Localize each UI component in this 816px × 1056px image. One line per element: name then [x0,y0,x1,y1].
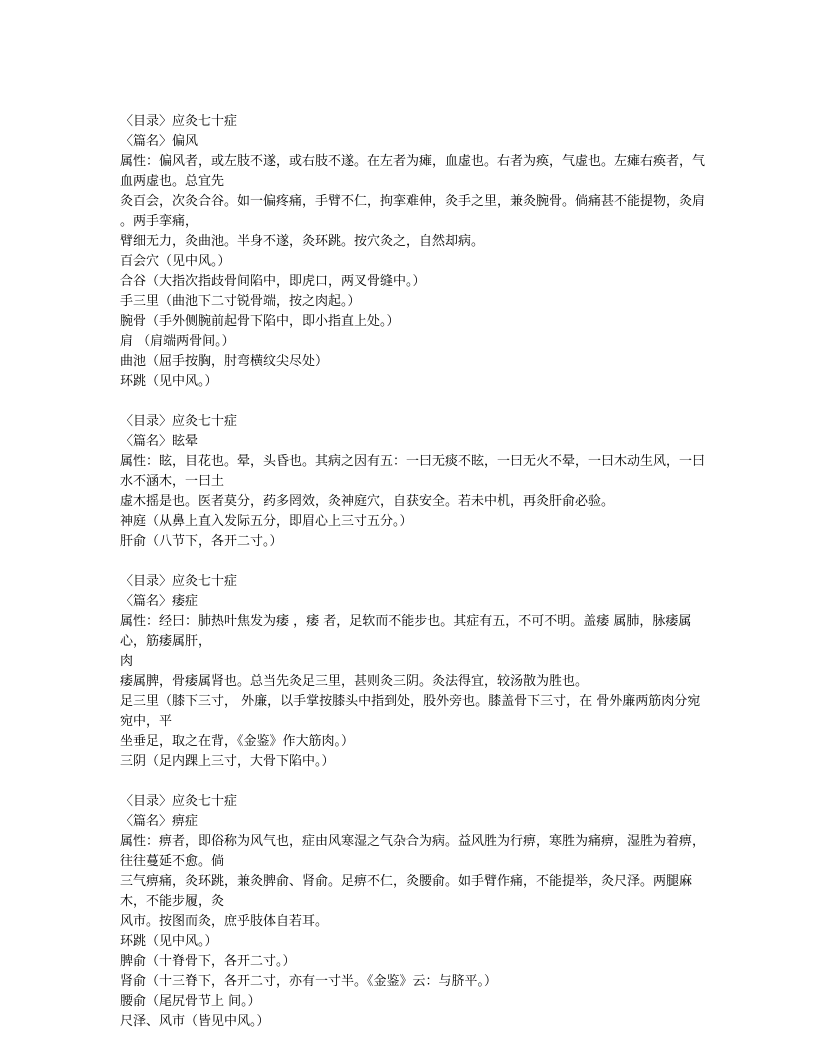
chapter-title: 〈篇名〉眩晕 [120,434,199,449]
section-weizheng [120,572,710,772]
attribute-text: 臂细无力，灸曲池。半身不遂，灸环跳。按穴灸之，自然却病。 [120,234,485,249]
acupoint-entry: 神庭（从鼻上直入发际五分，即眉心上三寸五分。） [120,514,413,529]
chapter-title: 〈篇名〉痹症 [120,814,199,829]
acupoint-entry: 合谷（大指次指歧骨间陷中，即虎口，两叉骨缝中。） [120,274,426,289]
attribute-text: 灸百会，次灸合谷。如一偏疼痛，手臂不仁，拘挛难伸，灸手之里，兼灸腕骨。倘痛甚不能提物，灸肩 。两手挛痛， [120,194,706,229]
acupoint-entry: 肩 （肩端两骨间。） [120,334,235,349]
catalog-heading: 〈目录〉应灸七十症 [120,114,238,129]
acupoint-entry: 环跳（见中风。） [120,934,218,949]
chapter-title: 〈篇名〉偏风 [120,134,199,149]
acupoint-entry: 尺泽、风市（皆见中风。） [120,1014,270,1029]
attribute-text: 属性：眩，目花也。晕，头昏也。其病之因有五：一曰无痰不眩，一曰无火不晕，一曰木动生风，一曰水不涵木，一曰土 [120,454,706,489]
attribute-text: 属性：偏风者，或左肢不遂，或右肢不遂。在左者为瘫，血虚也。右者为痪，气虚也。左瘫右痪者，气血两虚也。总宜先 [120,154,706,189]
attribute-text: 属性：经曰：肺热叶焦发为痿 ，痿 者，足软而不能步也。其症有五，不可不明。盖痿 属肺，脉痿属心，筋痿属肝， [120,614,692,649]
catalog-heading: 〈目录〉应灸七十症 [120,794,238,809]
section-pianfeng [120,112,710,392]
attribute-text: 痿属脾，骨痿属肾也。总当先灸足三里，甚则灸三阴。灸法得宜，较汤散为胜也。 [120,674,589,689]
catalog-heading: 〈目录〉应灸七十症 [120,414,238,429]
acupoint-entry: 肝俞（八节下，各开二寸。） [120,534,283,549]
section-bizheng [120,792,710,1032]
catalog-heading: 〈目录〉应灸七十症 [120,574,238,589]
acupoint-entry: 腕骨（手外侧腕前起骨下陷中，即小指直上处。） [120,314,400,329]
acupoint-entry: 脾俞（十脊骨下，各开二寸。） [120,954,296,969]
acupoint-entry: 足三里（膝下三寸， 外廉，以手掌按膝头中指到处，股外旁也。膝盖骨下三寸，在 骨外廉两筋肉分宛宛中，平 [120,694,701,729]
acupoint-entry: 肾俞（十三脊下，各开二寸，亦有一寸半。《金鉴》云：与脐平。） [120,974,498,989]
chapter-title: 〈篇名〉痿症 [120,594,199,609]
acupoint-entry: 环跳（见中风。） [120,374,218,389]
acupoint-entry: 三阴（足内踝上三寸，大骨下陷中。） [120,754,335,769]
attribute-text: 虚木摇是也。医者莫分，药多罔效，灸神庭穴，自获安全。若未中机，再灸肝俞必验。 [120,494,615,509]
acupoint-entry: 腰俞（尾尻骨节上 间。） [120,994,261,1009]
section-xuanyun [120,412,710,552]
document-page [120,112,710,1052]
attribute-text: 属性：痹者，即俗称为风气也，症由风寒湿之气杂合为病。益风胜为行痹，寒胜为痛痹，湿胜为着痹，往往蔓延不愈。倘 [120,834,706,869]
acupoint-entry: 坐垂足，取之在背，《金鉴》作大筋肉。） [120,734,355,749]
attribute-text: 风市。按图而灸，庶乎肢体自若耳。 [120,914,329,929]
acupoint-entry: 手三里（曲池下二寸锐骨端，按之肉起。） [120,294,361,309]
attribute-text: 肉 [120,654,134,669]
acupoint-entry: 曲池（屈手按胸，肘弯横纹尖尽处） [120,354,329,369]
attribute-text: 三气痹痛，灸环跳，兼灸脾俞、肾俞。足痹不仁，灸腰俞。如手臂作痛，不能提举，灸尺泽。两腿麻木，不能步履，灸 [120,874,693,909]
acupoint-entry: 百会穴（见中风。） [120,254,231,269]
